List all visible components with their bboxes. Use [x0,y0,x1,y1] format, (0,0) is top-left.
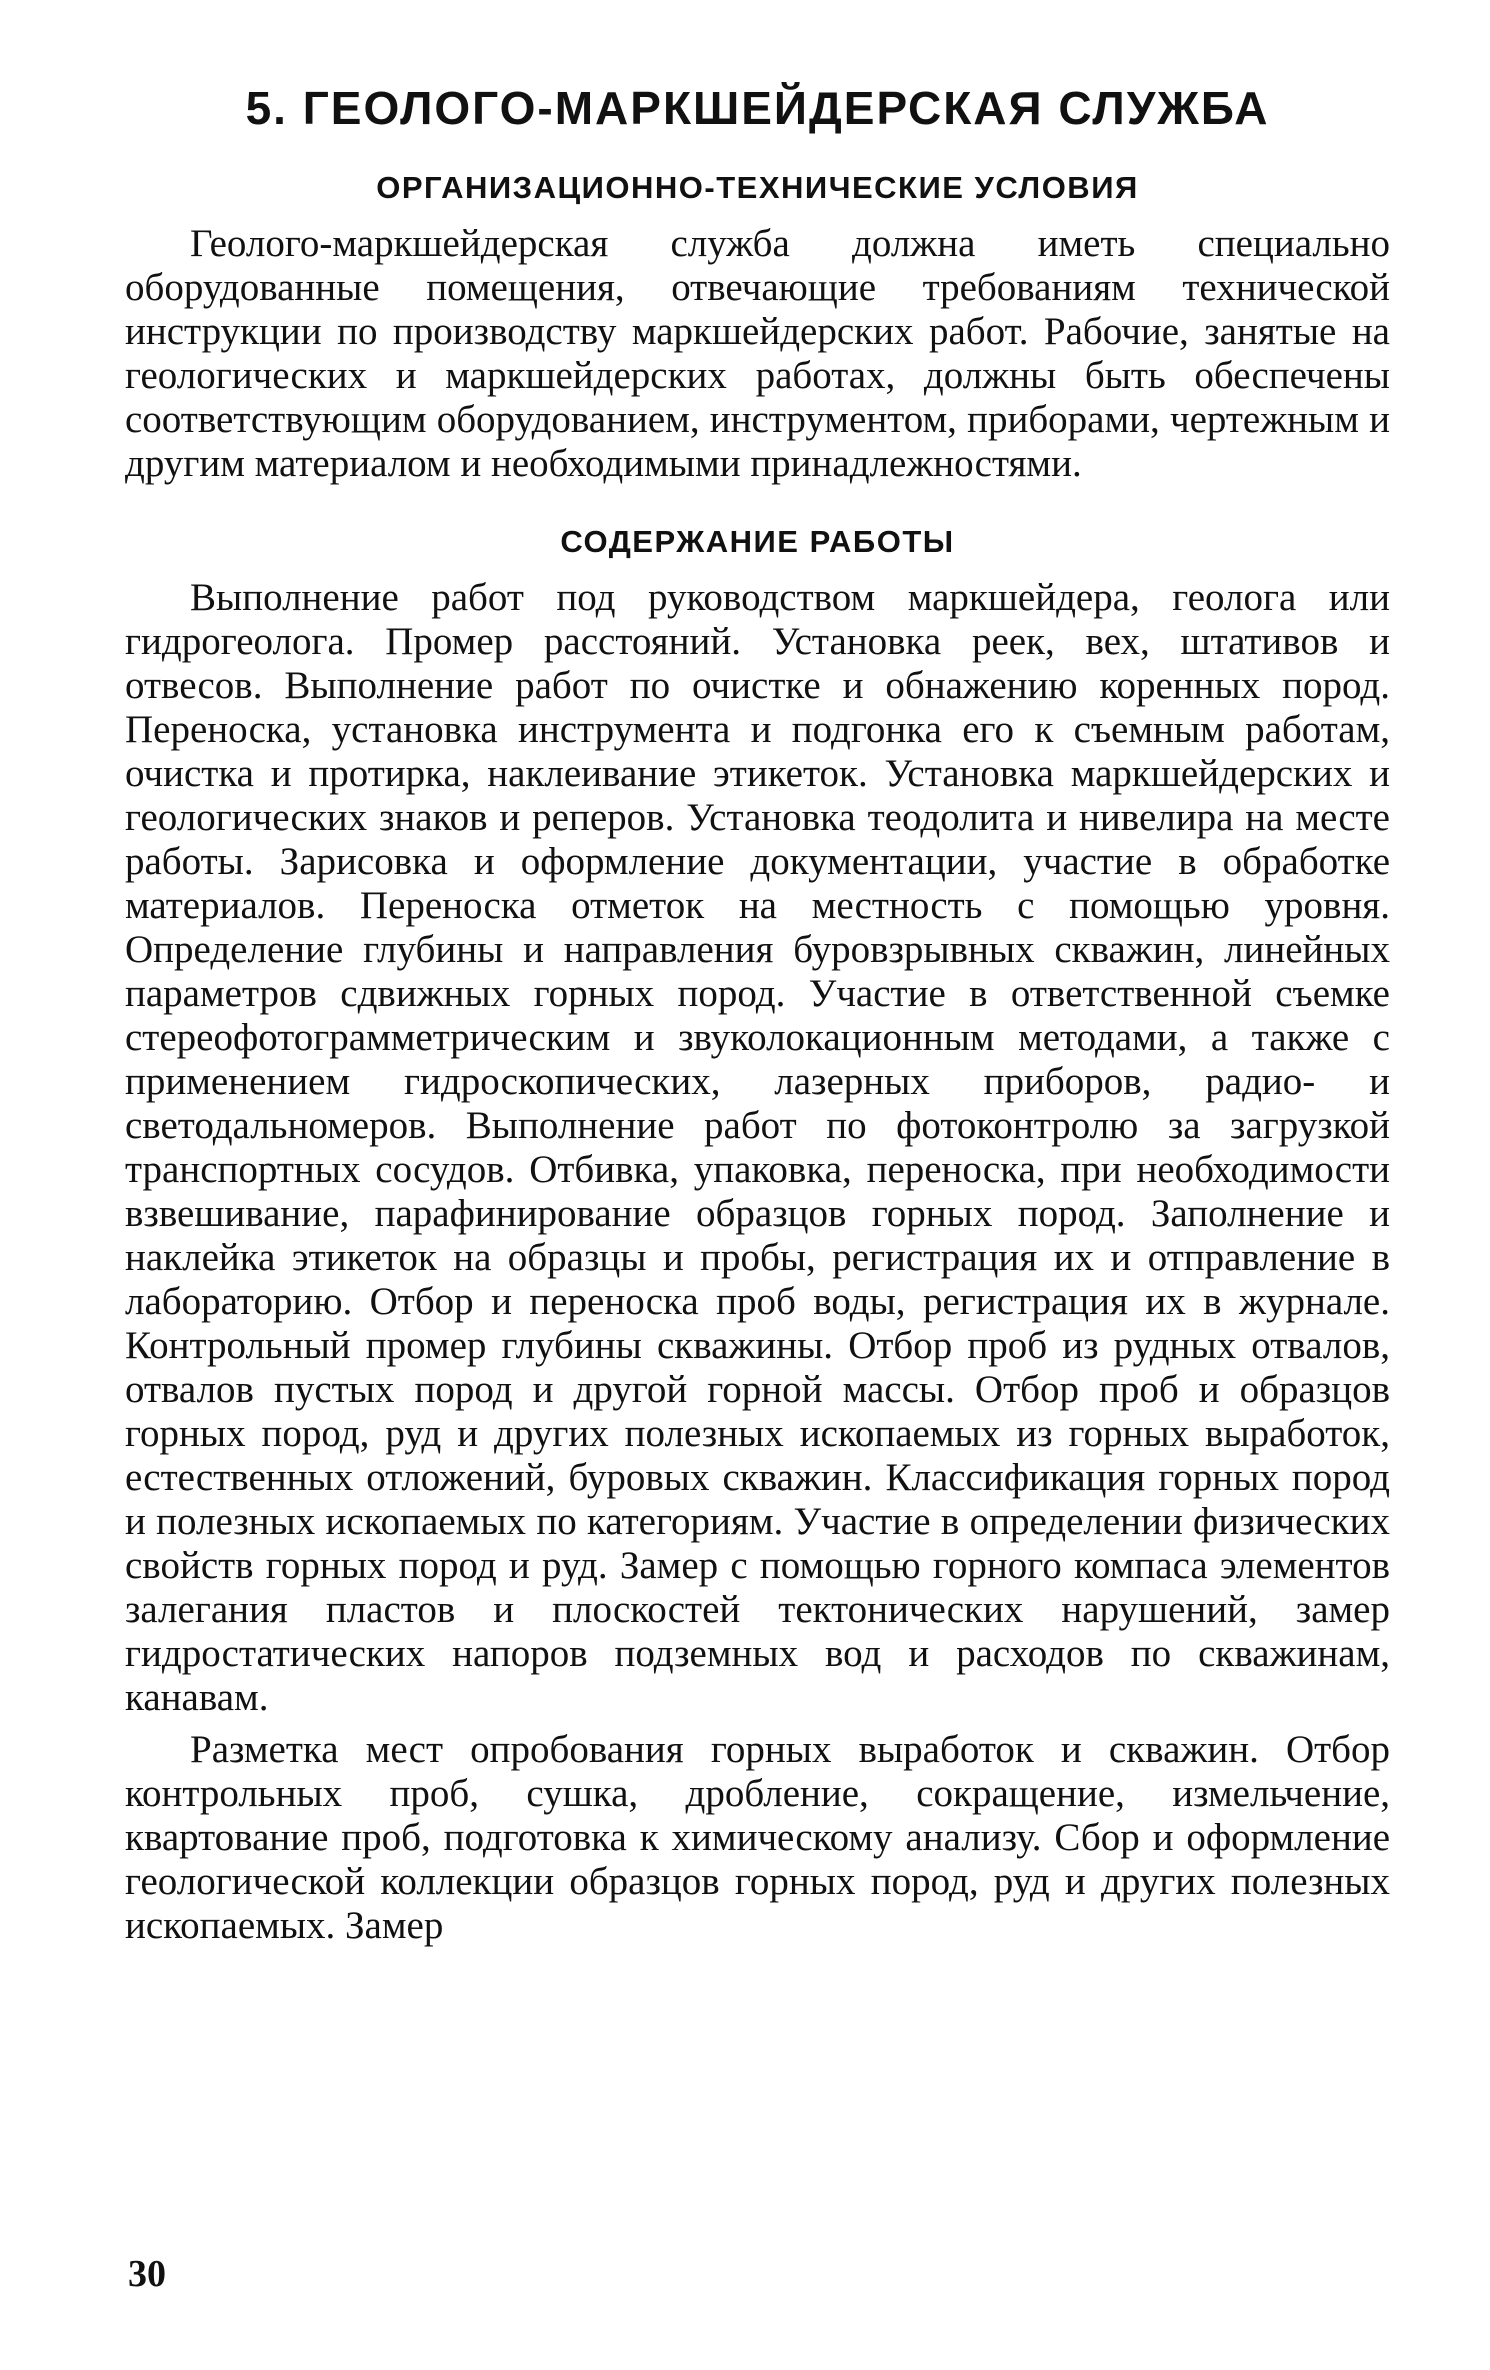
section-title-work-content: СОДЕРЖАНИЕ РАБОТЫ [560,524,955,559]
page-number: 30 [128,2253,166,2295]
section-title-organizational: ОРГАНИЗАЦИОННО-ТЕХНИЧЕСКИЕ УСЛОВИЯ [376,170,1139,205]
page [125,78,1390,1948]
paragraph: Разметка мест опробования горных выработок и скважин. Отбор контрольных проб, сушка, дробление, сокращение, измельчение, квартование проб, подготовка к химическому анализу. Сбор и оформление геологической коллекции образцов горных пород, руд и других полезных ископаемых. Замер [125,1728,1390,1947]
paragraph: Выполнение работ под руководством маркшейдера, геолога или гидрогеолога. Промер расстояний. Установка реек, вех, штативов и отвесов. Выполнение работ по очистке и обнажению коренных пород. Переноска, установка инструмента и подгонка его к съемным работам, очистка и протирка, наклеивание этикеток. Установка маркшейдерских и геологических знаков и реперов. Установка теодолита и нивелира на месте работы. Зарисовка и оформление документации, участие в обработке материалов. Переноска отметок на местность с помощью уровня. Определение глубины и направления буровзрывных скважин, линейных параметров сдвижных горных пород. Участие в ответственной съемке стереофотограмметрическим и звуколокационным методами, а также с применением гидроскопических, лазерных приборов, радио- и светодальномеров. Выполнение работ по фотоконтролю за загрузкой транспортных сосудов. Отбивка, упаковка, переноска, при необходимости взвешивание, парафинирование образцов горных пород. Заполнение и наклейка этикеток на образцы и пробы, регистрация их и отправление в лабораторию. Отбор и переноска проб воды, регистрация их в журнале. Контрольный промер глубины скважины. Отбор проб из рудных отвалов, отвалов пустых пород и другой горной массы. Отбор проб и образцов горных пород, руд и других полезных ископаемых из горных выработок, естественных отложений, буровых скважин. Классификация горных пород и полезных ископаемых по категориям. Участие в определении физических свойств горных пород и руд. Замер с помощью горного компаса элементов залегания пластов и плоскостей тектонических нарушений, замер гидростатических напоров подземных вод и расходов по скважинам, канавам. [125,576,1390,1719]
paragraph: Геолого-маркшейдерская служба должна иметь специально оборудованные помещения, отвечающие требованиям технической инструкции по производству маркшейдерских работ. Рабочие, занятые на геологических и маркшейдерских работах, должны быть обеспечены соответствующим оборудованием, инструментом, приборами, чертежным и другим материалом и необходимыми принадлежностями. [125,222,1390,485]
chapter-title: 5. ГЕОЛОГО-МАРКШЕЙДЕРСКАЯ СЛУЖБА [245,82,1270,134]
